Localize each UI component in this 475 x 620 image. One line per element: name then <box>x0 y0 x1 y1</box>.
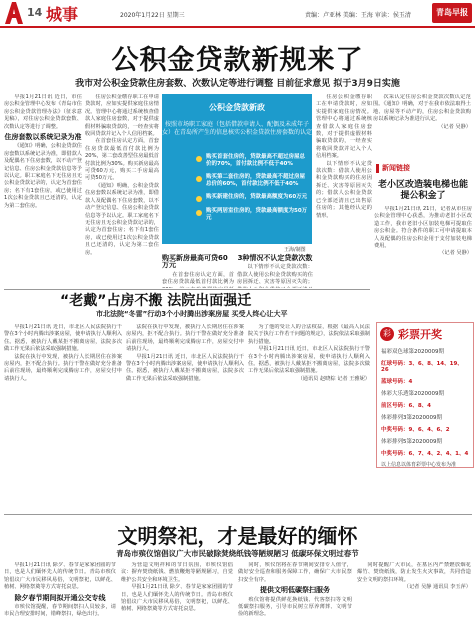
infobox-item: 购买新建住房的，贷款最高额度为60万元 <box>206 194 308 200</box>
story1-subhead3: 3种情况不认定贷款次数 <box>237 254 313 262</box>
story3-col2: 为营造文明祥和的节日氛围，市殡仪馆倡议：摒弃焚烧纸钱、燃放鞭炮等陋规陋习，自觉维护公共安全和环境卫生。 早报1月21日讯 除夕、春节是家家团圆的节日，也是人们缅怀先人的传统节日。青岛市殡仪馆倡议广大市民移风易俗，文明祭祀，以鲜花、植树、网络祭奠等方式寄托哀思。 <box>121 562 233 613</box>
page-number: 14 <box>27 6 43 19</box>
news-link-body: 早报1月21日讯 21日，记者从市住房公积金管理中心获悉，为推动老旧小区改造工作，我市老旧小区加装电梯可提取住房公积金。符合条件的职工可申请提取本人及配偶的住房公积金用于支付加装电梯费用。 （记者 吴静） <box>374 206 472 257</box>
lottery-line: 体彩大乐透第2020009期 <box>381 391 444 397</box>
lottery-line: 中奖号码：9、6、4、6、2 <box>381 427 450 433</box>
infobox-credit: 王海/制图 <box>284 247 306 253</box>
story1-col5: 住房公积金缴存职工在申请贷款时，应如实提供家庭住房情况。管理中心将通过系统核查借款人家庭住房套数，对于提供虚假材料骗取贷款的，一经查实将收回贷款并记入个人信用档案。 以下情形不认定贷款次数：借款人使用公积金贷款购买的住房因拆迁、灾害等原因灭失的；借款人公积金贷款已全部还清且已出售原住房的；其他经认定的情形。 <box>316 94 372 219</box>
lottery-title: 彩票开奖 <box>398 328 442 341</box>
lottery-line: 福彩双色球第2020009期 <box>381 349 444 355</box>
story2-col3: 为了他的受让人的合法权益，根据《最高人民法院关于执行工作若干问题的规定》，法院依法采取强制执行措施。 早报1月21日讯 近日，市北区人民法院执行干警在3个小时内腾出涉案房屋，使申请执行人顺利入住。据悉，被执行人戴某拒不搬离房屋，法院多次做工作无果后依法采取强制措施。 （通讯员 赵晓棕 记者 王雅妮） <box>248 324 370 382</box>
news-link-marker <box>376 164 379 173</box>
story2-subtitle: 市北法院“冬雷”行动3个小时腾出涉案房屋 买受人终心让大平 <box>96 310 288 318</box>
story2-col2: 法院在执行中发现，被执行人长期居住在涉案房屋内，拒不配合执行。执行干警在做好充分准备后前往现场，最终顺利完成腾房工作，房屋交付申请执行人。 早报1月21日讯 近日，市北区人民法院执行干警在3个小时内腾出涉案房屋，使申请执行人顺利入住。据悉，被执行人戴某拒不搬离房屋，法院多次做工作无果后依法采取强制措施。 <box>126 324 244 382</box>
story1-col1: 早报1月21日讯 近日，市住房公积金管理中心发布《青岛市住房公积金贷款管理办法》（征求意见稿），对住房公积金贷款套数、次数认定等进行了调整。 住房套数以系统记录为准 《通知》明确，公积金贷款住房套数以系统记录为准，即借款人及配偶名下住房套数，以不动产登记信息、住房公积金贷款信息等予以认定。职工家庭名下无住房且无公积金贷款记录的，认定为首套住房；名下有1套住房，或已使用过1次公积金贷款且已还清的，认定为第二套住房。 <box>4 94 82 209</box>
policy-infobox <box>162 94 312 244</box>
story1-subhead2: 购买新房最高可贷60万元 <box>162 254 228 270</box>
lottery-header <box>377 323 473 345</box>
story3-title: 文明祭祀，才是最好的缅怀 <box>117 524 358 548</box>
story3-col3: 同时，殡仪馆将在春节期间安排专人值守，做好安全巡查和服务保障工作，确保广大市民祭扫安全有序。 提供文明低碳祭扫服务 殡仪馆将提供鲜花换纸钱、代客祭扫等文明低碳祭扫服务，引导市民树立厚养薄葬、文明节俭的新理念。 <box>238 562 352 618</box>
lottery-line: 蓝球号码：4 <box>381 379 413 385</box>
section-title: 城事 <box>46 5 79 24</box>
newspaper-logo: 青岛早报 <box>432 3 472 23</box>
infobox-item: 购买两居室住房的，贷款最高额度为50万元 <box>206 208 308 221</box>
lottery-line: 体彩排列5第2020009期 <box>381 439 442 445</box>
story3-subhead1: 除夕春节期间拟开通公交专线 <box>14 593 106 602</box>
infobox-item: 购买第二套住房的，贷款最高不超过房屋总价的60%，首付款比例不低于40% <box>206 174 308 188</box>
story1-subhead1: 住房套数以系统记录为准 <box>4 133 82 142</box>
lottery-line: 前区号码：6、8、4 <box>381 403 431 409</box>
story2-title: “老戴”占房不搬 法院出面强迁 <box>60 293 252 309</box>
lottery-badge-icon: 彩 <box>380 327 394 341</box>
story1-col3: 购买新房最高可贷60万元 在首套住房认定方面，首套住房贷款最低首付款比例为 <box>162 254 234 286</box>
side-top-text: 次采认定住房公积金贷款次数认定范围。《通知》明确，对于在我市依法取得土地、房屋等不动产的，住房公积金贷款购房以系统记录为准进行认定。 （记者 吴静） <box>373 94 471 130</box>
news-link-title: 老小区改造装电梯也能提公积金了 <box>377 180 468 201</box>
story1-subtitle: 我市对公积金贷款住房套数、次数认定等进行调整 目前征求意见 拟于3月9日实施 <box>75 79 400 89</box>
story3-col1: 早报1月21日讯 除夕、春节是家家团圆的节日，也是人们缅怀先人的传统节日。青岛市殡仪馆倡议广大市民移风易俗，文明祭祀，以鲜花、植树、网络祭奠等方式寄托哀思。 除夕春节期间拟开通公交专线 市殡仪馆提醒，春节期间祭扫人员较多，请市民合理安排时间，错峰祭扫，绿色出行。 <box>4 562 116 618</box>
page-header <box>0 0 475 28</box>
story2-byline: （通讯员 赵晓棕 记者 王雅妮） <box>297 375 370 382</box>
infobox-lead: 按照市场职工家庭（包括借款申请人、配偶及未成年子女）在青岛所产生的信息核实公积金贷款住房套数的认定 <box>162 121 312 136</box>
lottery-line: 红球号码：3、6、8、14、19、26 <box>381 361 463 373</box>
story1-col4: 3种情况不认定贷款次数 以下情形不认定贷款次数：借款人使用公积金贷款购买的住房因拆迁、灾害等原因灭失的； <box>237 254 313 286</box>
issue-date: 2020年1月22日 星期三 <box>120 12 185 19</box>
lottery-line: 体彩排列3第2020009期 <box>381 415 442 421</box>
divider <box>4 514 472 515</box>
lottery-box <box>376 322 474 468</box>
story1-col2: 住房公积金缴存职工在申请贷款时，应如实提供家庭住房情况。管理中心将通过系统核查借款人家庭住房套数，对于提供虚假材料骗取贷款的，一经查实将收回贷款并记入个人信用档案。 在首套住房认定方面，首套住房贷款最低首付款比例为20%，第二套改善型住房最低首付款比例为30%。购买新房最高可贷60万元，购买二手房最高可贷50万元。 《通知》明确，公积金贷款住房套数以系统记录为准，即借款人及配偶名下住房套数，以不动产登记信息、住房公积金贷款信息等予以认定。职工家庭名下无住房且无公积金贷款记录的，认定为首套住房；名下有1套住房，或已使用过1次公积金贷款且已还清的，认定为第二套住房。 <box>85 94 159 256</box>
editor-credits: 责编：卢亚林 美编：王海 审读：侯玉清 <box>305 12 411 19</box>
story2-col1: 早报1月21日讯 近日，市北区人民法院执行干警在3个小时内腾出涉案房屋，使申请执行人顺利入住。据悉，被执行人戴某拒不搬离房屋，法院多次做工作无果后依法采取强制措施。 法院在执行中发现，被执行人长期居住在涉案房屋内，拒不配合执行。执行干警在做好充分准备后前往现场，最终顺利完成腾房工作，房屋交付申请执行人。 <box>4 324 122 382</box>
story3-col4: 同时提醒广大市民，在墓区内严禁燃放烟花爆竹、焚烧纸钱，防止发生火灾事故，共同营造安全文明的祭扫环境。 （记者 吴静 通讯员 李玉萍） <box>357 562 471 591</box>
lottery-line: 中奖号码：6、7、4、2、4、1、4 <box>381 451 469 457</box>
news-link-text: 新闻链接 <box>382 164 410 172</box>
story3-subhead2: 提供文明低碳祭扫服务 <box>260 586 330 595</box>
infobox-title: 公积金贷款新政 <box>209 103 265 112</box>
story3-byline: （记者 吴静 通讯员 李玉萍） <box>403 584 471 591</box>
infobox-item: 购买首套住房的，贷款最高不超过房屋总价的70%，首付款比例不低于40% <box>206 154 308 168</box>
lottery-footer: 以上信息以体育彩票中心发布为准 <box>381 462 457 468</box>
story1-title: 公积金贷款新规来了 <box>111 45 364 76</box>
story3-subtitle: 青岛市殡仪馆倡议广大市民破除焚烧纸钱等陋规陋习 低碳环保文明过春节 <box>116 549 359 558</box>
page-letter-icon <box>3 1 25 25</box>
news-link-label <box>376 162 472 174</box>
